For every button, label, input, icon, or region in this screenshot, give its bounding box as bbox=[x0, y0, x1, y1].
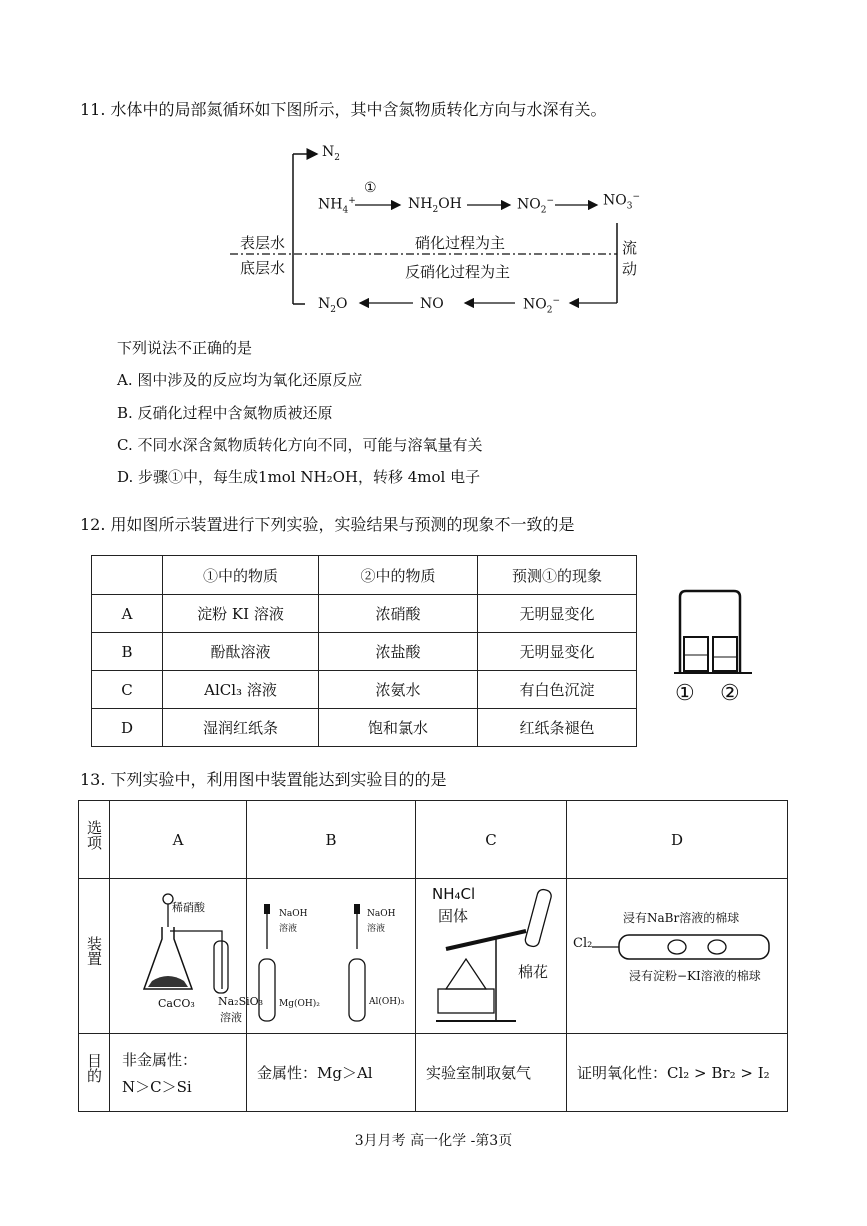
b-sol1: 溶液 bbox=[279, 924, 298, 934]
a-na2sio3-label: Na₂SiO₃ bbox=[218, 995, 264, 1008]
c-nh4cl: NH₄Cl bbox=[432, 885, 476, 903]
q13-col-b: B bbox=[247, 801, 416, 879]
b-aloh: Al(OH)₃ bbox=[369, 997, 405, 1007]
nh4-label: $NH_4^+$ bbox=[318, 196, 356, 216]
table-cell: 无明显变化 bbox=[478, 633, 637, 671]
q13-col-c: C bbox=[416, 801, 567, 879]
q12-table bbox=[91, 555, 637, 747]
step1-marker: ① bbox=[364, 180, 377, 196]
a-acid-label: 稀硝酸 bbox=[172, 901, 205, 914]
q11-stem: 下列说法不正确的是 bbox=[117, 339, 253, 357]
table-cell: 有白色沉淀 bbox=[478, 671, 637, 709]
q13-option-header: 选项 bbox=[79, 801, 110, 879]
table-cell: 红纸条褪色 bbox=[478, 709, 637, 747]
q13-device-b bbox=[247, 879, 416, 1034]
b-naoh2: NaOH bbox=[367, 909, 396, 919]
surface-water-label: 表层水 bbox=[240, 234, 286, 252]
q13-purpose-label: 目的 bbox=[79, 1034, 110, 1112]
q13-header-row bbox=[79, 801, 788, 879]
no2-top-label: $NO_2^-$ bbox=[517, 196, 555, 216]
b-sol2: 溶液 bbox=[367, 924, 386, 934]
table-cell: 无明显变化 bbox=[478, 595, 637, 633]
q12-header-cell: ②中的物质 bbox=[319, 556, 478, 595]
q12-apparatus-figure bbox=[668, 585, 763, 680]
no-label: NO bbox=[420, 296, 444, 312]
a-solution-label: 溶液 bbox=[220, 1011, 242, 1024]
beaker-2 bbox=[713, 637, 737, 671]
q12-label-2: ② bbox=[720, 681, 740, 706]
q13-col-d: D bbox=[567, 801, 788, 879]
c-solid: 固体 bbox=[438, 907, 469, 925]
beaker-1 bbox=[684, 637, 708, 671]
q13-device-row bbox=[79, 879, 788, 1034]
d-nabr-label: 浸有NaBr溶液的棉球 bbox=[623, 911, 740, 925]
table-cell: C bbox=[92, 671, 163, 709]
q13-title: 13. 下列实验中，利用图中装置能达到实验目的的是 bbox=[80, 770, 447, 789]
q13-purpose-b: 金属性：Mg＞Al bbox=[247, 1034, 416, 1112]
q13-device-c bbox=[416, 879, 567, 1034]
table-cell: 浓氨水 bbox=[319, 671, 478, 709]
table-cell: A bbox=[92, 595, 163, 633]
q11-option-d: D. 步骤①中，每生成1mol NH₂OH，转移 4mol 电子 bbox=[117, 468, 481, 486]
table-cell: D bbox=[92, 709, 163, 747]
q13-purpose-row bbox=[79, 1034, 788, 1112]
a-caco3-label: CaCO₃ bbox=[158, 997, 195, 1010]
table-cell: 酚酞溶液 bbox=[163, 633, 319, 671]
table-row bbox=[92, 709, 637, 747]
no2-bottom-label: $NO_2^-$ bbox=[523, 296, 561, 316]
q13-purpose-d: 证明氧化性：Cl₂ > Br₂ > I₂ bbox=[567, 1034, 788, 1112]
page-footer: 3月月考 高一化学 -第3页 bbox=[354, 1133, 513, 1149]
purpose-a-line1: 非金属性： bbox=[122, 1050, 198, 1069]
table-cell: B bbox=[92, 633, 163, 671]
bell-jar bbox=[680, 591, 740, 673]
q13-purpose-c: 实验室制取氨气 bbox=[416, 1034, 567, 1112]
q11-option-b: B. 反硝化过程中含氮物质被还原 bbox=[117, 404, 333, 422]
n2o-label: $N_2O$ bbox=[318, 296, 348, 315]
table-cell: AlCl₃ 溶液 bbox=[163, 671, 319, 709]
q12-title: 12. 用如图所示装置进行下列实验，实验结果与预测的现象不一致的是 bbox=[80, 515, 575, 534]
b-naoh1: NaOH bbox=[279, 909, 308, 919]
nitrification-label: 硝化过程为主 bbox=[415, 234, 506, 252]
table-cell: 淀粉 KI 溶液 bbox=[163, 595, 319, 633]
table-cell: 饱和氯水 bbox=[319, 709, 478, 747]
q12-header-cell: ①中的物质 bbox=[163, 556, 319, 595]
q11-option-a: A. 图中涉及的反应均为氧化还原反应 bbox=[117, 371, 363, 389]
q11-option-c: C. 不同水深含氮物质转化方向不同，可能与溶氧量有关 bbox=[117, 436, 483, 454]
table-row bbox=[92, 633, 637, 671]
q13-device-label: 装置 bbox=[79, 879, 110, 1034]
n2-label: $N_2$ bbox=[322, 144, 340, 163]
q11-title: 11. 水体中的局部氮循环如下图所示，其中含氮物质转化方向与水深有关。 bbox=[80, 100, 607, 119]
flow-label-1: 流 bbox=[622, 239, 638, 257]
q12-header-row bbox=[92, 556, 637, 595]
d-ki-label: 浸有淀粉−KI溶液的棉球 bbox=[629, 969, 761, 983]
nh2oh-label: $NH_2OH$ bbox=[408, 196, 462, 215]
purpose-a-line2: N＞C＞Si bbox=[122, 1077, 192, 1096]
table-cell: 浓盐酸 bbox=[319, 633, 478, 671]
q12-label-1: ① bbox=[675, 681, 695, 706]
flow-label-2: 动 bbox=[622, 260, 638, 278]
q13-table bbox=[78, 800, 788, 1112]
d-cl2: Cl₂ bbox=[573, 936, 593, 951]
q13-purpose-a bbox=[110, 1034, 247, 1112]
no3-label: $NO_3^-$ bbox=[603, 192, 641, 212]
table-cell: 湿润红纸条 bbox=[163, 709, 319, 747]
denitrification-label: 反硝化过程为主 bbox=[405, 263, 511, 281]
table-cell: 浓硝酸 bbox=[319, 595, 478, 633]
q13-col-a: A bbox=[110, 801, 247, 879]
liquid-levels bbox=[685, 655, 736, 657]
c-cotton: 棉花 bbox=[518, 963, 549, 981]
q12-header-cell bbox=[92, 556, 163, 595]
q13-device-d bbox=[567, 879, 788, 1034]
table-row bbox=[92, 595, 637, 633]
b-mgoh: Mg(OH)₂ bbox=[279, 999, 320, 1009]
bottom-water-label: 底层水 bbox=[240, 259, 286, 277]
tube-apparatus-d bbox=[567, 879, 787, 1029]
table-row bbox=[92, 671, 637, 709]
q12-header-cell: 预测①的现象 bbox=[478, 556, 637, 595]
q13-device-a bbox=[110, 879, 264, 1034]
